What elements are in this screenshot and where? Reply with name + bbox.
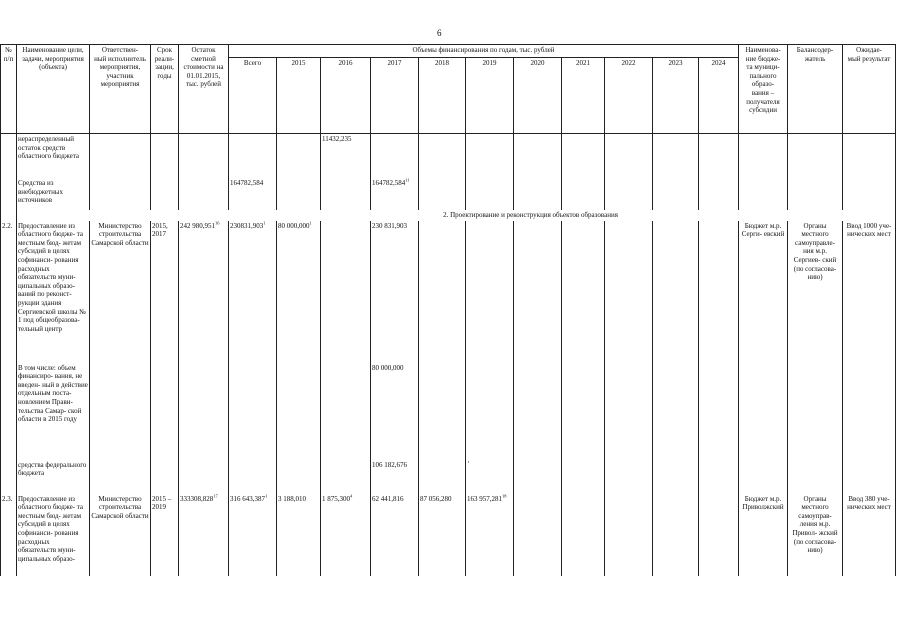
col-header-executor: Ответствен- ный исполнитель мероприятия, участник мероприятия (90, 45, 151, 134)
col-header-year: 2018 (419, 58, 466, 134)
col-header-year: 2016 (321, 58, 371, 134)
cell-2017: 106 182,676 (371, 460, 419, 494)
col-header-term: Срок реали- зации, годы (151, 45, 179, 134)
row-budget: Бюджет м.р. Приволжский (739, 494, 788, 576)
cell-2018: 87 056,280 (419, 494, 466, 576)
row-holder: Органы местного самоуправ- ления м.р. Привол- жский (по согласова- нию) (788, 494, 843, 576)
col-header-total: Всего (229, 58, 277, 134)
row-name: нераспределенный остаток средств областного бюджета (17, 134, 90, 179)
cell-2015: 80 000,000$^1$ (277, 221, 321, 363)
cell-total: 316 643,387$^1$ (229, 494, 277, 576)
row-budget: Бюджет м.р. Серги- евский (739, 221, 788, 363)
table-row (1, 134, 896, 179)
cell-total: 164782,584 (229, 178, 277, 210)
row-term: 2015, 2017 (151, 221, 179, 363)
cell-2016: 11432,235 (321, 134, 371, 179)
col-header-year: 2021 (562, 58, 605, 134)
table-row (1, 363, 896, 460)
row-name: Предоставление из областного бюдже- та местным бюд- жетам субсидий в целях софинанси- рования расходных обязательств муни- ципальных образо- (17, 494, 90, 576)
page-number: 6 (437, 28, 442, 38)
row-number: 2.2. (1, 221, 17, 363)
row-name: Средства из внебюджетных источников (17, 178, 90, 210)
section-heading: 2. Проектирование и реконструкция объектов образования (17, 210, 896, 221)
row-result: Ввод 1000 уче- нических мест (843, 221, 896, 363)
row-holder: Органы местного самоуправле- ния м.р. Сергиев- ский (по согласова- нию) (788, 221, 843, 363)
funding-table (0, 44, 896, 576)
row-name: Предоставление из областного бюдже- та местным бюд- жетам субсидий в целях софинанси- рования расходных обязательств муни- ципальных образо- ваний по реконст- рукции здания Сергиевской школы № 1 под общеобразова- тельный центр (17, 221, 90, 363)
row-result: Ввод 380 уче- нических мест (843, 494, 896, 576)
row-executor: Министерство строительства Самарской области (90, 221, 151, 363)
section-heading-row (1, 210, 896, 221)
cell-2017: 62 441,816 (371, 494, 419, 576)
col-header-budget-name: Наименова- ние бюдже- та муници- пального образо- вания – получателя субсидии (739, 45, 788, 134)
table-row (1, 221, 896, 363)
row-term: 2015 – 2019 (151, 494, 179, 576)
cell-2019: 163 957,281$^{18}$ (466, 494, 514, 576)
col-header-year: 2022 (605, 58, 653, 134)
cell-2015: 3 188,010 (277, 494, 321, 576)
row-executor: Министерство строительства Самарской области (90, 494, 151, 576)
col-header-name: Наименование цели, задачи, мероприятия (объекта) (17, 45, 90, 134)
cell-2016: 1 875,300$^4$ (321, 494, 371, 576)
row-remainder: 242 980,951$^{16}$ (179, 221, 229, 363)
row-remainder: 333308,828$^{17}$ (179, 494, 229, 576)
row-number: 2.3. (1, 494, 17, 576)
col-header-year: 2023 (653, 58, 699, 134)
scan-speck (468, 462, 469, 463)
col-header-num: № п/п (1, 45, 17, 134)
table-row (1, 178, 896, 210)
row-name: В том числе: объем финансиро- вания, не введен- ный в действие отдельным поста- новлением Прави- тельства Самар- ской области в 2015 году (17, 363, 90, 460)
col-header-year: 2024 (699, 58, 739, 134)
col-header-year: 2017 (371, 58, 419, 134)
cell-2017: 80 000,000 (371, 363, 419, 460)
col-header-result: Ожидае- мый результат (843, 45, 896, 134)
table-row (1, 460, 896, 494)
col-header-funding-group: Объемы финансирования по годам, тыс. рублей (229, 45, 739, 58)
col-header-year: 2020 (514, 58, 562, 134)
cell-total: 230831,903$^1$ (229, 221, 277, 363)
cell-2017: 164782,584$^{11}$ (371, 178, 419, 210)
header-row (1, 45, 896, 58)
table-row (1, 494, 896, 576)
cell-2017: 230 831,903 (371, 221, 419, 363)
col-header-year: 2019 (466, 58, 514, 134)
col-header-remainder: Остаток сметной стоимости на 01.01.2015, тыс. рублей (179, 45, 229, 134)
col-header-holder: Балансодер- жатель (788, 45, 843, 134)
row-name: средства федерального бюджета (17, 460, 90, 494)
col-header-year: 2015 (277, 58, 321, 134)
